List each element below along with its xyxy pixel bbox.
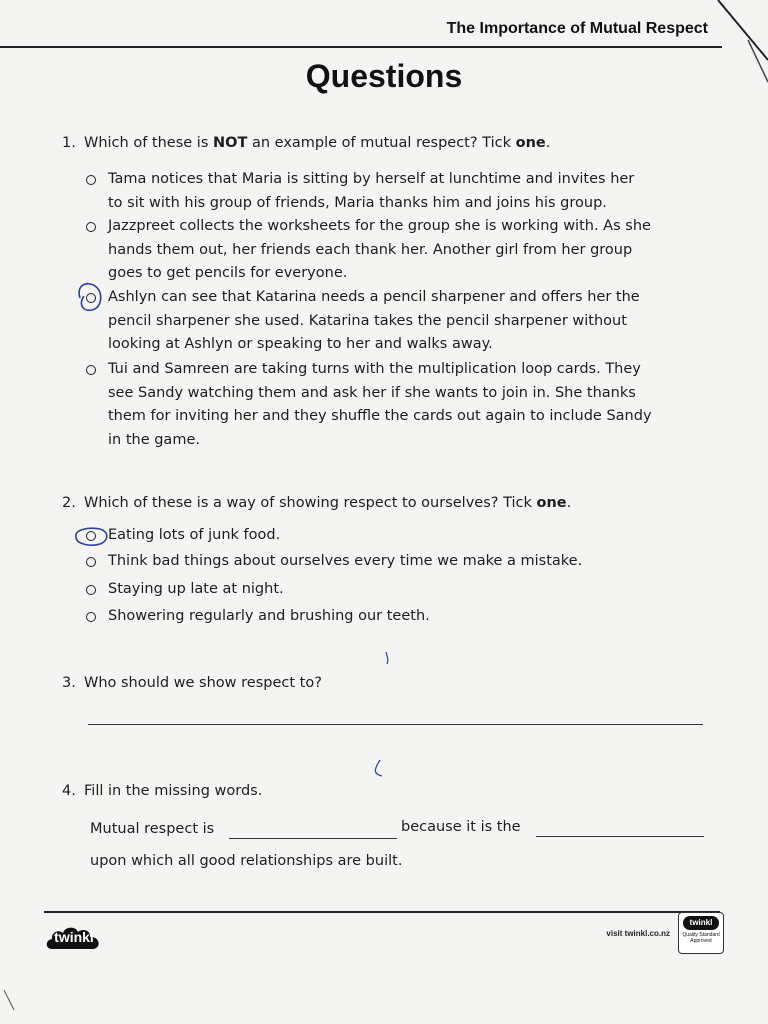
question-number: 2. bbox=[62, 495, 76, 511]
option-text bbox=[108, 286, 688, 357]
option-line: to sit with his group of friends, Maria thanks him and joins his group. bbox=[108, 194, 607, 211]
radio-circle-icon[interactable] bbox=[86, 175, 96, 185]
option-line: Showering regularly and brushing our teeth. bbox=[108, 608, 430, 624]
quality-badge-icon bbox=[678, 912, 724, 954]
option-text bbox=[108, 550, 688, 574]
option-line: Eating lots of junk food. bbox=[108, 527, 281, 543]
tick-count: one bbox=[515, 135, 546, 151]
option-line: Tama notices that Maria is sitting by herself at lunchtime and invites her bbox=[108, 171, 635, 187]
question-text-part: . bbox=[566, 495, 572, 511]
option-line: pencil sharpener she used. Katarina takes the pencil sharpener without bbox=[108, 312, 627, 329]
radio-circle-icon[interactable] bbox=[86, 585, 96, 595]
radio-circle-icon[interactable] bbox=[86, 531, 96, 541]
option-line: Tui and Samreen are taking turns with the multiplication loop cards. They bbox=[108, 361, 641, 377]
twinkl-logo-icon[interactable] bbox=[44, 923, 104, 955]
radio-circle-icon[interactable] bbox=[86, 365, 96, 375]
blank-2[interactable] bbox=[536, 836, 704, 837]
option-text bbox=[108, 358, 688, 452]
badge-line: Quality Standard bbox=[682, 932, 720, 938]
radio-circle-icon[interactable] bbox=[86, 222, 96, 232]
option-text bbox=[108, 578, 688, 602]
question-text: Who should we show respect to? bbox=[84, 675, 322, 691]
option-text bbox=[108, 524, 688, 548]
answer-line-q3[interactable] bbox=[88, 724, 703, 725]
question-number: 4. bbox=[62, 783, 76, 799]
fill-text-3: upon which all good relationships are built. bbox=[90, 853, 403, 869]
question-text bbox=[84, 491, 571, 515]
option-line: them for inviting her and they shuffle the cards out again to include Sandy bbox=[108, 408, 652, 424]
question-text-part: Which of these is a way of showing respect to ourselves? Tick bbox=[84, 495, 537, 511]
radio-circle-icon[interactable] bbox=[86, 612, 96, 622]
option-line: hands them out, her friends each thank her. Another girl from her group bbox=[108, 241, 633, 258]
header-rule bbox=[0, 46, 722, 48]
page-title: Questions bbox=[305, 58, 463, 94]
question-number: 1. bbox=[62, 135, 76, 151]
footer-rule bbox=[44, 911, 720, 913]
question-text-part: an example of mutual respect? Tick bbox=[247, 135, 516, 151]
option-line: Jazzpreet collects the worksheets for the group she is working with. As she bbox=[108, 218, 651, 234]
footer-link[interactable]: visit twinkl.co.nz bbox=[606, 929, 670, 938]
badge-logo: twinkl bbox=[683, 916, 719, 930]
option-text bbox=[108, 605, 688, 629]
tick-count: one bbox=[536, 495, 567, 511]
blank-1[interactable] bbox=[229, 838, 397, 839]
option-line: Staying up late at night. bbox=[108, 581, 284, 597]
option-line: looking at Ashlyn or speaking to her and walks away. bbox=[108, 336, 493, 352]
question-number: 3. bbox=[62, 675, 76, 691]
badge-text bbox=[680, 932, 722, 944]
fill-text-2: because it is the bbox=[401, 819, 521, 835]
pen-stroke bbox=[386, 652, 388, 664]
header-title: The Importance of Mutual Respect bbox=[446, 20, 708, 37]
badge-line: Approved bbox=[690, 938, 712, 944]
option-line: Think bad things about ourselves every time we make a mistake. bbox=[108, 553, 583, 569]
logo-text: twinkl bbox=[54, 929, 94, 945]
radio-circle-icon[interactable] bbox=[86, 557, 96, 567]
scan-mark bbox=[4, 990, 14, 1010]
pen-stroke bbox=[375, 760, 382, 776]
option-line: in the game. bbox=[108, 431, 200, 448]
radio-circle-icon[interactable] bbox=[86, 293, 96, 303]
option-line: see Sandy watching them and ask her if she wants to join in. She thanks bbox=[108, 384, 636, 401]
option-line: goes to get pencils for everyone. bbox=[108, 265, 348, 281]
question-text bbox=[84, 131, 550, 155]
option-text bbox=[108, 168, 688, 215]
option-text bbox=[108, 215, 688, 286]
question-text: Fill in the missing words. bbox=[84, 783, 263, 799]
question-text-part: . bbox=[545, 135, 551, 151]
question-emphasis: NOT bbox=[213, 135, 248, 151]
fill-text-1: Mutual respect is bbox=[90, 821, 215, 837]
question-text-part: Which of these is bbox=[84, 135, 213, 151]
option-line: Ashlyn can see that Katarina needs a pencil sharpener and offers her the bbox=[108, 289, 640, 305]
